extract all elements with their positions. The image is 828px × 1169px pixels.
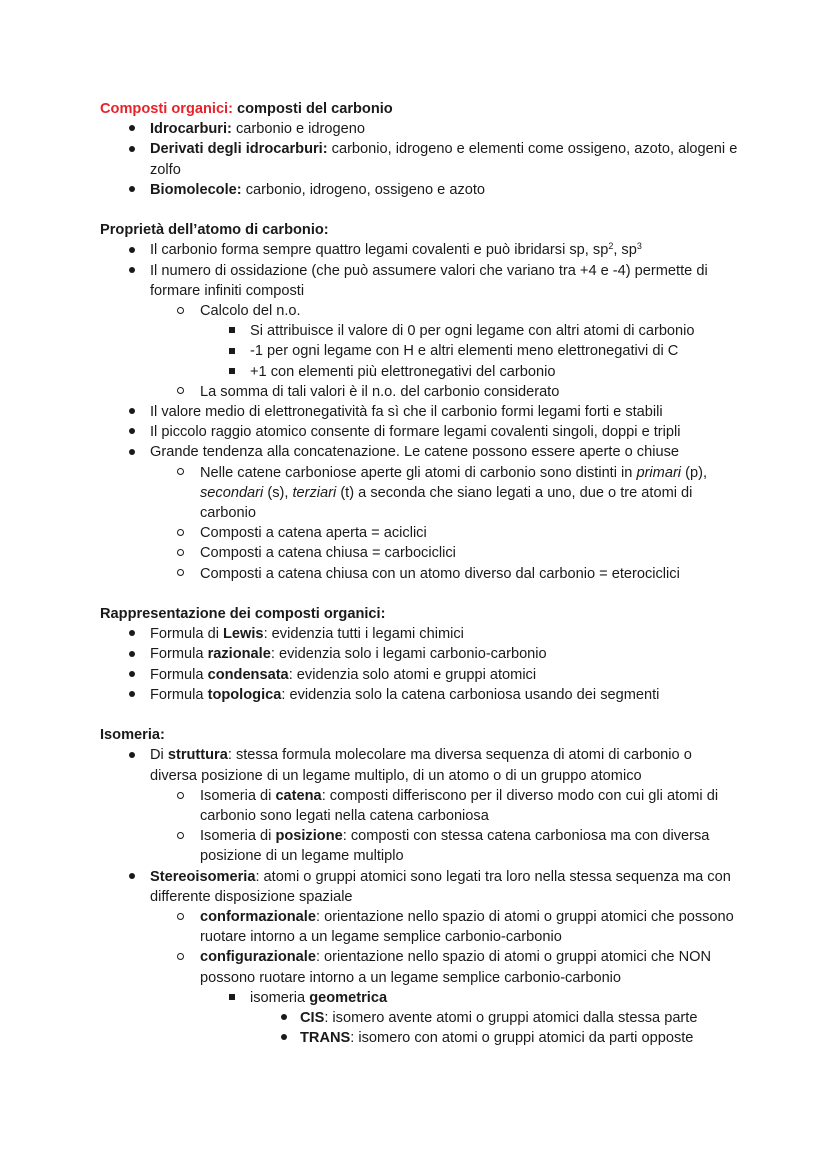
list-item: Isomeria di posizione: composti con stessa catena carboniosa ma con diversa posizione di un legame multiplo xyxy=(100,826,740,866)
bullet-square-icon xyxy=(226,988,238,1008)
bullet-dot-icon xyxy=(126,119,138,139)
bullet-circle-icon xyxy=(174,523,186,543)
list-item: Formula di Lewis: evidenzia tutti i legami chimici xyxy=(100,624,740,644)
section-title: Proprietà dell’atomo di carbonio: xyxy=(100,222,329,239)
section-title xyxy=(100,99,740,119)
list-item: Nelle catene carboniose aperte gli atomi di carbonio sono distinti in primari (p), secondari (s), terziari (t) a seconda che siano legati a uno, due o tre atomi di carbonio xyxy=(100,463,740,524)
list-item: Stereoisomeria: atomi o gruppi atomici sono legati tra loro nella stessa sequenza ma con differente disposizione spaziale xyxy=(100,867,740,907)
list-item: CIS: isomero avente atomi o gruppi atomici dalla stessa parte xyxy=(100,1008,740,1028)
list-item: Composti a catena chiusa con un atomo diverso dal carbonio = eterociclici xyxy=(100,564,740,584)
document-page xyxy=(100,99,740,1069)
title-rest: composti del carbonio xyxy=(232,101,393,117)
list-item: Il numero di ossidazione (che può assumere valori che variano tra +4 e -4) permette di formare infiniti composti xyxy=(100,261,740,301)
bullet-dot-icon xyxy=(126,422,138,442)
title-red-part: Composti organici: xyxy=(100,101,233,117)
list-item: La somma di tali valori è il n.o. del carbonio considerato xyxy=(100,382,740,402)
bullet-list xyxy=(100,624,740,705)
list-item: Formula topologica: evidenzia solo la catena carboniosa usando dei segmenti xyxy=(100,685,740,705)
list-item: conformazionale: orientazione nello spazio di atomi o gruppi atomici che possono ruotare intorno a un legame semplice carbonio-carbonio xyxy=(100,907,740,947)
bullet-dot-icon xyxy=(126,261,138,281)
list-item: Idrocarburi: carbonio e idrogeno xyxy=(100,119,740,139)
bullet-circle-icon xyxy=(174,786,186,806)
list-item: isomeria geometrica xyxy=(100,988,740,1008)
list-item: Composti a catena chiusa = carbociclici xyxy=(100,543,740,563)
list-item: Formula razionale: evidenzia solo i legami carbonio-carbonio xyxy=(100,644,740,664)
bullet-circle-icon xyxy=(174,947,186,967)
bullet-square-icon xyxy=(226,321,238,341)
bullet-circle-icon xyxy=(174,826,186,846)
section-isomeria xyxy=(100,725,740,1048)
bullet-dot-icon xyxy=(126,665,138,685)
bullet-square-icon xyxy=(226,362,238,382)
section-rappresentazione xyxy=(100,604,740,705)
bullet-dot-icon xyxy=(126,180,138,200)
list-item: Il carbonio forma sempre quattro legami covalenti e può ibridarsi sp, $sp^2$, $sp^3$ xyxy=(100,240,740,260)
bullet-dot-icon xyxy=(126,624,138,644)
list-item: Composti a catena aperta = aciclici xyxy=(100,523,740,543)
bullet-dot-icon xyxy=(278,1028,290,1048)
bullet-square-icon xyxy=(226,341,238,361)
section-title: Rappresentazione dei composti organici: xyxy=(100,606,386,623)
bullet-circle-icon xyxy=(174,382,186,402)
bullet-list xyxy=(100,119,740,200)
list-item: Formula condensata: evidenzia solo atomi e gruppi atomici xyxy=(100,665,740,685)
bullet-dot-icon xyxy=(126,685,138,705)
list-item: Derivati degli idrocarburi: carbonio, idrogeno e elementi come ossigeno, azoto, alogeni e zolfo xyxy=(100,139,740,179)
list-item: Isomeria di catena: composti differiscono per il diverso modo con cui gli atomi di carbonio sono legati nella catena carboniosa xyxy=(100,786,740,826)
list-item: Di struttura: stessa formula molecolare ma diversa sequenza di atomi di carbonio o diversa posizione di un legame multiplo, di un atomo o di un gruppo atomico xyxy=(100,745,740,785)
bullet-list xyxy=(100,240,740,583)
list-item: Il piccolo raggio atomico consente di formare legami covalenti singoli, doppi e tripli xyxy=(100,422,740,442)
bullet-dot-icon xyxy=(126,644,138,664)
bullet-dot-icon xyxy=(126,139,138,159)
list-item: Calcolo del n.o. xyxy=(100,301,740,321)
section-title: Isomeria: xyxy=(100,727,165,744)
list-item: TRANS: isomero con atomi o gruppi atomici da parti opposte xyxy=(100,1028,740,1048)
section-composti-organici xyxy=(100,99,740,200)
list-item: Grande tendenza alla concatenazione. Le catene possono essere aperte o chiuse xyxy=(100,442,740,462)
bullet-dot-icon xyxy=(126,745,138,765)
bullet-list xyxy=(100,745,740,1048)
bullet-circle-icon xyxy=(174,564,186,584)
bullet-circle-icon xyxy=(174,543,186,563)
bullet-dot-icon xyxy=(126,240,138,260)
bullet-circle-icon xyxy=(174,463,186,483)
section-proprieta-carbonio xyxy=(100,220,740,584)
list-item: +1 con elementi più elettronegativi del carbonio xyxy=(100,362,740,382)
list-item: configurazionale: orientazione nello spazio di atomi o gruppi atomici che NON possono ruotare intorno a un legame semplice carbonio-carbonio xyxy=(100,947,740,987)
bullet-circle-icon xyxy=(174,907,186,927)
bullet-dot-icon xyxy=(126,402,138,422)
bullet-circle-icon xyxy=(174,301,186,321)
list-item: Il valore medio di elettronegatività fa sì che il carbonio formi legami forti e stabili xyxy=(100,402,740,422)
list-item: -1 per ogni legame con H e altri elementi meno elettronegativi di C xyxy=(100,341,740,361)
bullet-dot-icon xyxy=(126,867,138,887)
bullet-dot-icon xyxy=(126,442,138,462)
bullet-dot-icon xyxy=(278,1008,290,1028)
list-item: Biomolecole: carbonio, idrogeno, ossigeno e azoto xyxy=(100,180,740,200)
list-item: Si attribuisce il valore di 0 per ogni legame con altri atomi di carbonio xyxy=(100,321,740,341)
